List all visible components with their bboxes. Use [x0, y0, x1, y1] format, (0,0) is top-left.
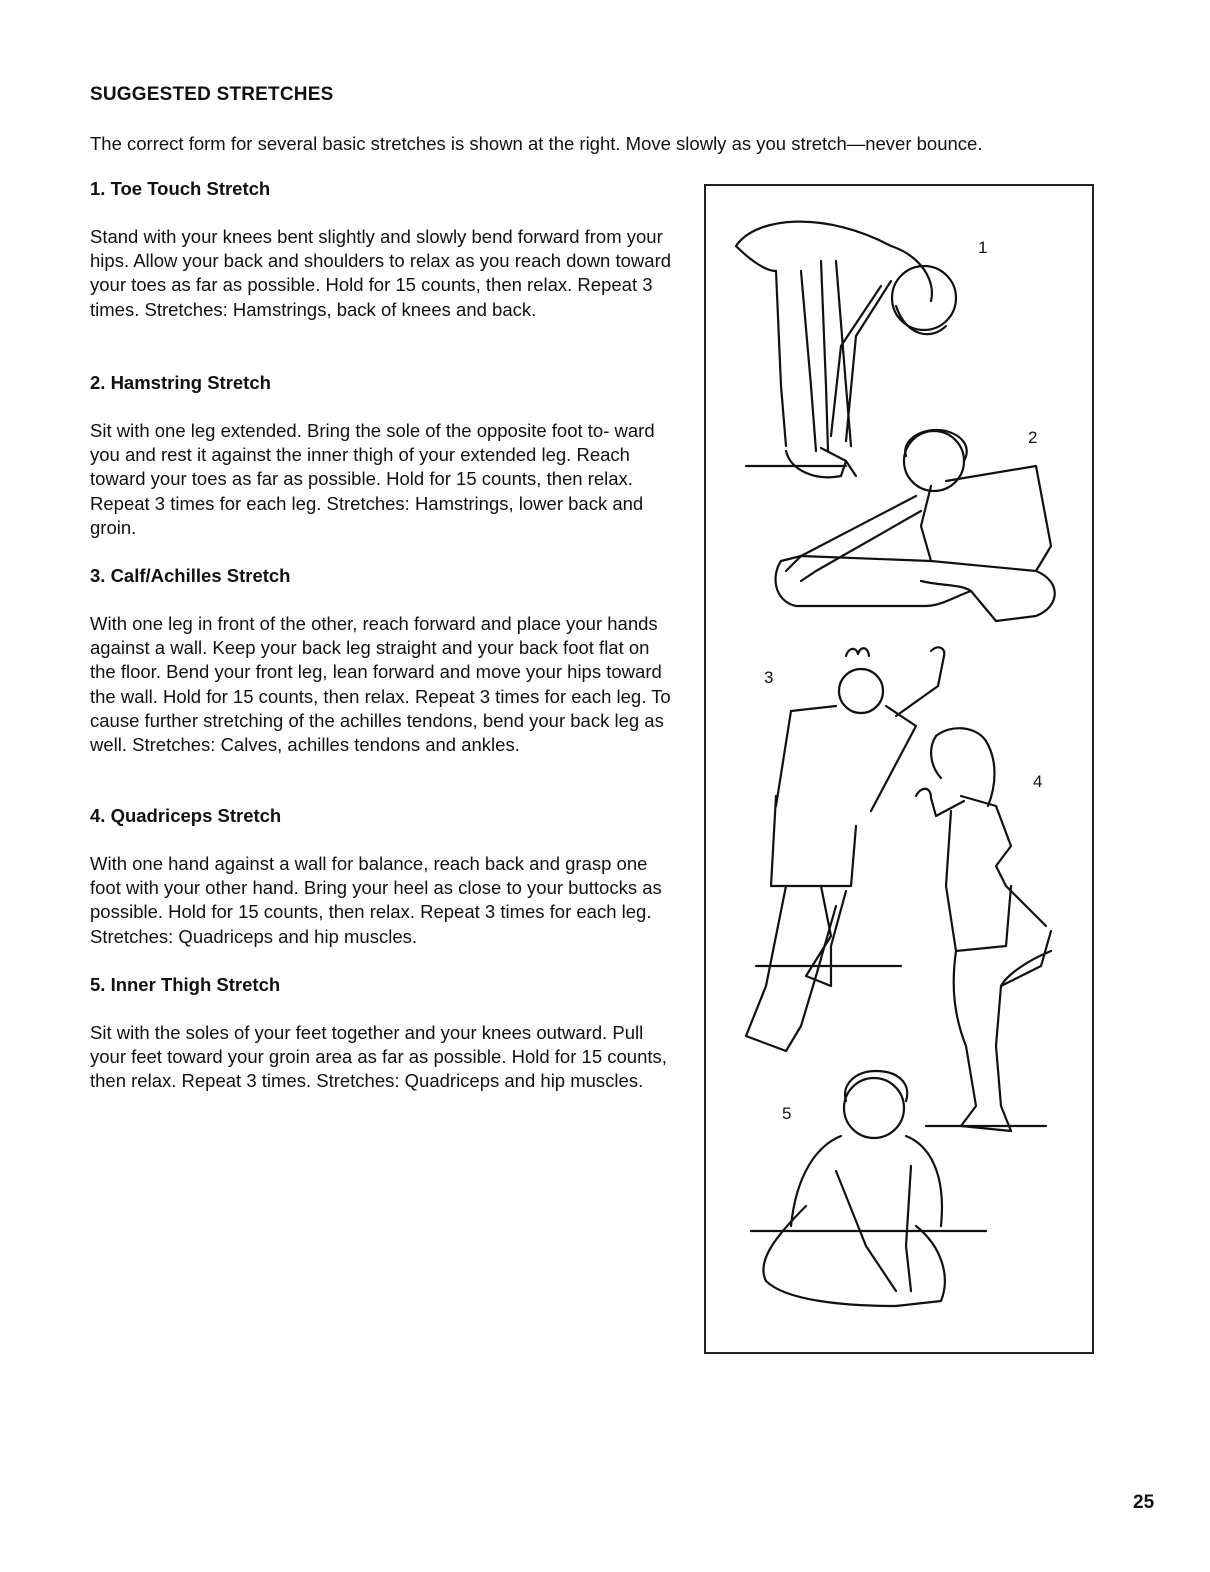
stretch-title: 3. Calf/Achilles Stretch — [90, 565, 291, 586]
stretch-section-quadriceps — [90, 805, 680, 949]
calf-achilles-figure — [746, 647, 944, 1051]
figure-label-3: 3 — [764, 668, 774, 687]
stretch-title: 5. Inner Thigh Stretch — [90, 974, 281, 995]
figure-label-5: 5 — [782, 1104, 792, 1123]
figure-label-1: 1 — [978, 238, 988, 257]
stretch-description: Sit with one leg extended. Bring the sole of the opposite foot to- ward you and rest it against the inner thigh of your extended leg. Reach toward your toes as far as possible. Hold for 15 counts, then relax. Repeat 3 times for each leg. Stretches: Hamstrings, lower back and groin. — [90, 420, 655, 538]
intro-paragraph: The correct form for several basic stretches is shown at the right. Move slowly as you stretch—never bounce. — [90, 133, 983, 154]
stretch-description: Stand with your knees bent slightly and slowly bend forward from your hips. Allow your back and shoulders to relax as you reach down toward your toes as far as possible. Hold for 15 counts, then relax. Repeat 3 times. Stretches: Hamstrings, back of knees and back. — [90, 226, 672, 320]
stretch-section-toe-touch — [90, 178, 680, 322]
hamstring-figure — [776, 430, 1055, 621]
stretch-description: With one hand against a wall for balance, reach back and grasp one foot with your other hand. Bring your heel as close to your buttocks as possible. Hold for 15 counts, then relax. Repeat 3 times for each leg. Stretches: Quadriceps and hip muscles. — [90, 853, 662, 947]
stretch-title: 1. Toe Touch Stretch — [90, 178, 271, 199]
stretch-illustrations-panel — [704, 184, 1094, 1354]
toe-touch-figure — [736, 222, 956, 478]
page-number: 25 — [1133, 1492, 1155, 1513]
stretch-title: 2. Hamstring Stretch — [90, 372, 271, 393]
stretch-description: Sit with the soles of your feet together and your knees outward. Pull your feet toward your groin area as far as possible. Hold for 15 counts, then relax. Repeat 3 times. Stretches: Quadriceps and hip muscles. — [90, 1022, 667, 1092]
quadriceps-figure — [916, 728, 1051, 1131]
stretch-section-hamstring — [90, 372, 680, 540]
figure-label-4: 4 — [1033, 772, 1043, 791]
stretch-title: 4. Quadriceps Stretch — [90, 805, 282, 826]
figure-label-2: 2 — [1028, 428, 1038, 447]
stretch-section-calf-achilles — [90, 565, 680, 757]
stretch-section-inner-thigh — [90, 974, 680, 1094]
page-heading: SUGGESTED STRETCHES — [90, 84, 334, 105]
stretch-description: With one leg in front of the other, reach forward and place your hands against a wall. Keep your back leg straight and your back foot flat on the floor. Bend your front leg, lean forward and move your hips toward the wall. Hold for 15 counts, then relax. Repeat 3 times for each leg. To cause further stretching of the achilles tendons, bend your back leg as well. Stretches: Calves, achilles tendons and ankles. — [90, 613, 671, 756]
stretch-illustrations — [706, 186, 1092, 1352]
